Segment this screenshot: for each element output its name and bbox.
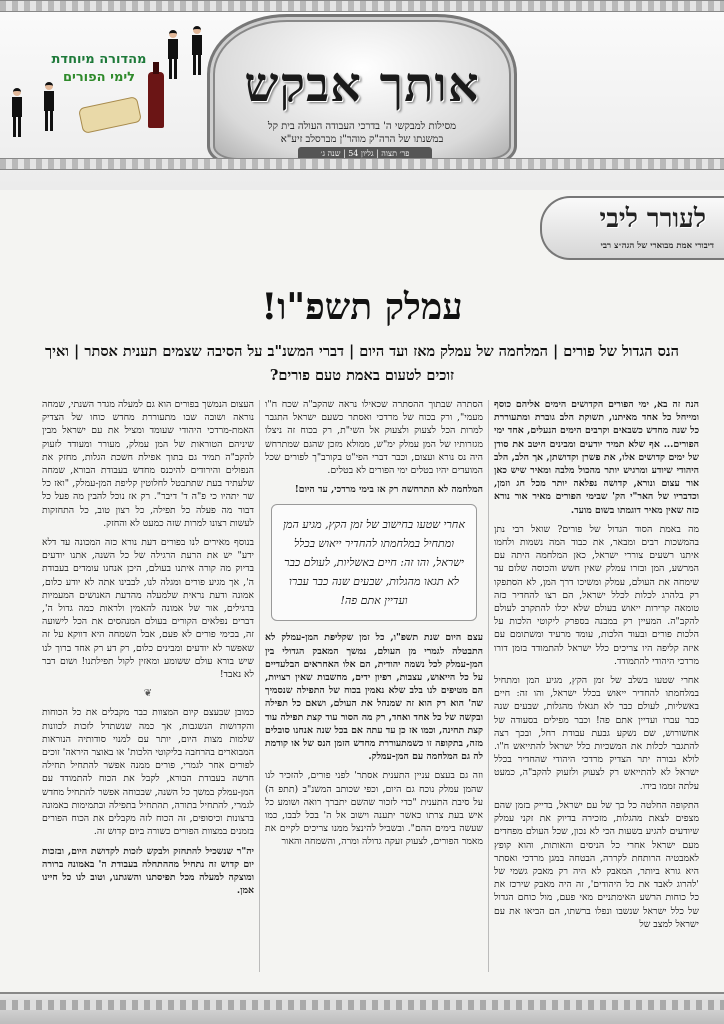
- article-subheadline: הנס הגדול של פורים | המלחמה של עמלק מאז ועד היום | דברי המשנ"ב על הסיבה שצמים תענית אסתר | ואיך זוכים לטעום באמת טעם פורים?: [45, 343, 679, 384]
- pull-quote: אחרי שטעו בחישוב של זמן הקץ, מגיע המן ומתחיל במלחמתו להחדיר ייאוש בכלל ישראל, והו זה: חיים באשליות, לעולם כבר לא תגאו מהגלות, שבעים שנה כבר עברו ועדיין אתם פה!: [271, 504, 477, 621]
- paragraph: אחרי שטעו בשלב של זמן הקץ, מגיע המן ומתחיל במלחמתו להחדיר ייאוש בכלל ישראל, והו זה: חיים באשליות, לעולם כבר לא תגאלו מהגלות, שבעים שנה כבר עברו ועדיין אתם פה! וכבר מפילים בסעודה של אחשורוש, שם נשקע גבעת עבודת רחל, ובכך רצה להתגבר לכלות את המשכיות כלל ישראל להתייאש ח"ו. לולא גבורה יתר הצדיק מרדכי היהודי שהחדיר בכלל ישראל לא להתייאש רק לצעוק ולזעוק להקב"ה, כמעט עלתה זממו בידו.: [494, 675, 699, 792]
- ornament-divider-icon: ❦: [143, 688, 153, 700]
- article-column-middle: [265, 398, 483, 976]
- masthead-band: [0, 0, 724, 190]
- section-title: לעורר ליבי: [599, 204, 706, 234]
- megillah-scroll-icon: [78, 96, 142, 134]
- column-section-ribbon: [540, 196, 724, 260]
- dancer-figure-icon: [166, 30, 180, 80]
- issue-info-badge: פר׳ תצוה | גליון 54 | שנה ג׳: [298, 147, 432, 161]
- paragraph: מה באמת הסוד הגדול של פורים? שואל רבי נתן בהמשכות רבים ומבאר, את כבוד המה נשמות ולחמו איתנו רשעים צוררי ישראל, כאן המלחמה היתה עם המרשע, המן ובזרו עמלק שאין חשש והכוסה שלום עד שימחה את העולם, עמלק ומשיכו דרך המן, לא הסתפקו רק בלהרג לכלות לכלל ישראל, הם רצו להחדיר כזה טומאה קרירות ייאוש בעולם שלא יכלו להתקרב לעולם להקב"ה. המעיין רק במבנה בספרק ליקוטי הלכות על הלכות פורים ובעוד הלכות, עומד מרעיד ומשתומם עם איזה קליפה היו צריכים כלל ישראל להתמודד בזמן דורו מרדכי היהודי להתמודד.: [494, 523, 699, 667]
- promo-line-1: מהדורה מיוחדת: [51, 52, 147, 67]
- section-subtitle: דיבורי אמת מבוארי של הגה״צ רבי: [600, 241, 714, 251]
- subtitle-line-1: מסילות למבקשי ה' בדרכי העבודה העולה בית קל: [267, 121, 457, 132]
- bottom-ornament-border: [0, 158, 724, 170]
- paragraph: וזה גם בעצם עניין התענית אסתר' לפני פורים, להזכיר לנו שהמן עמלק נוכח גם היום, וכפי שכותב המשנ"ב (תתפ ה) על סיבת התענית "כדי לזכור שהשם יתברך רואה ושומע כל איש בעת צרתו כאשר יתענה וישוב אל ה' בכל לבבו, כמו שעשה בימים ההם". ובשביל להינצל ממנו צריכים לקיים את מאמר הפורים, לצעוק זעקה גדולה ומרה, והשמחה והאור: [265, 770, 483, 848]
- publication-title: אותך אבקש: [244, 57, 480, 113]
- subtitle-line-2: במשנתו של הרה"ק מוהר"ן מברסלב זיע"א: [280, 134, 444, 145]
- publication-subtitle: [210, 120, 514, 146]
- promo-line-2: לימי הפורים: [62, 70, 136, 85]
- dancer-figure-icon: [10, 88, 24, 138]
- column-divider: [259, 400, 260, 972]
- footer-ornament-border: [0, 992, 724, 1024]
- paragraph: בנוסף מאירים לנו בפורים דעת נורא כזה המכונה עד דלא ידע" יש את הרעת הרגילה של כל השנה, אתנו יודעים בדיוק מה קורה איתנו בעולם, היכן אנחנו עומדים בעבודת ה', אך מגיע פורים ומגלה לנו, לבבינו אתה לא יודע כלום, אמונה ודעת נראית שלמעלה מהדעת האנושים המעמיות ברגילים, אור של אמונה להאמין ולראות כמה גדול ה', דברים נפלאים הקורים בעולם המנהסים את הכל לישועה זה, בכימי פורים לא פעם, אבל השמחה היא דווקא על זה שאפשר לא יודעים ומבינים כלום, רק דע רק אחד ברוך לנו שיש בורא עולם ששומע ומאזין לקול תפילתנו! ושום דבר לא נאבד!: [42, 537, 254, 681]
- paragraph: התקופה החלטה כל כך של עם ישראל, בדייק בזמן שהם מצפים לצאת מהגלות, מזכירה בדיוק את זקני עמלק שיודעים להגיע בשעות הכי לא נכון, שכל העולם מפחדים מעם ישראל אחרי כל הניסים והאותות, והוא קופץ לאמבטיה הרותחת לקררה, הבטחה במגן מרדכי ואסתר היא גורא ביותר, המאבק לא היה רק מאבק גשמי של 'להרוג לאבד את כל היהודים', זה היה מאבק שירכז את כל כוחות הרשע האימתניים מאי פעם, מול כוחם הגדול של כלל ישראל שנשבו ונפלו ברשתו, הם הביאו את עם ישראל למצב של: [494, 799, 699, 930]
- section-heading: המלחמה לא התרחשה רק אז בימי מרדכי, עד היום!: [294, 484, 483, 496]
- paragraph: העצום הנמשך בפורים הוא גם למעלה מגדר השנתי, שמחה נוראה ושובה שבו מתעוררת מחדש כוחו של הצדיק האמת-מרדכי היהודי שעומד ומציל את עם ישראל מבין שיניהם הטוראות של המן עמלק, מעורר ומעודד לזעוק להקב"ה תמיד גם בתוך אפילת חשכת הגלות, מחזק את הנפולים והירודים להיכנס מחדש בעבודת הבורא, שמחה שלעתיד בעת שתתבטל לחלוטין קליפת המן-עמלק, "ואז כל שר יתהיו כי פ"ה ד' דיבר". רק אז נוכל להבין מה פעל כל דבור מה פעלה כל תפילה, כל רצון טוב, כל התחזקות לעשות רצונו למרות שזה כמעט לא והחזק.: [42, 399, 254, 529]
- top-ornament-border: [0, 0, 724, 12]
- article-column-right: [494, 398, 699, 976]
- paragraph: הסתרה שבתוך ההסתרה שכאילו נראה שהקב"ה שכח ח"ו מעמי", ורק בכוח של מרדכי ואסתר כשעם ישראל התגבר למרות הכל לצעוק ולצעוק אל השי"ת, רק בכוח זה ניצלו מגזרותיו של המן עמלק ימ"ש, ממולא מזכן שהגם שמתרחש היה נס נורא ועצום, וכבר דברי הפי"ט בקורב"ך לפורים שכל המועדים יהיו בטלים ימי הפורים לא בטלים.: [265, 399, 483, 477]
- column-divider: [488, 400, 489, 972]
- wine-bottle-icon: [148, 72, 164, 128]
- paragraph: כמובן שבעצם קיום המצוות כבר מקבלים את כל הכוחות והקדושות הנשגבות, אך כמה שנשתדל לזכות לכוונות שלמות מצות היום, יותר עם למנוי סודותיה הנוראות המבוארים בהרחבה בליקוטי הלכות' או באוצר היראה' זוכים לפורים אחר לגמרי, פורים ממנה אפשר להתחיל תחילה חדשה בעבודת הבורא, לקבל את הכוח להתמודד עם המן-עמלק במשך כל השנה, שבכוחה אפשר להתחיל מחדש לגמרי, להתחיל בתורה, תהתחיל בתפילה ובתמימות באמונה ברצונות וכיסופים, זה הכוח לזה מקבלים את הכוח הפורים בזמנים במצוות הפורים כשורה ביום קדוש זה.: [42, 707, 254, 838]
- masthead-plate: [207, 14, 517, 166]
- dancer-figure-icon: [190, 26, 204, 76]
- closing-blessing: יה"ר שנשכיל להתחזק ולבקש לזכות לקדושת היום, ובזכות יום קדוש זה נתחיל מההתחלה בעבודת ה' באמונה ברורה ומוצקה למעלה מכל תפיסתנו והשגתנו, וטוב לנו כל חיינו אמן.: [42, 845, 254, 897]
- dancer-figure-icon: [42, 82, 56, 132]
- article-headline: עמלק תשפ"ו!: [261, 286, 463, 328]
- article-column-left: [42, 398, 254, 976]
- paragraph: הנה זה בא, ימי הפורים הקדושים הימים אליהם כוסף ומייחל כל אחד מאיתנו, תשוקת הלב גוברת ומתעוררת כל שנה מחדש כשבאים וקרבים הימים הנעלים, אחד ימי הפורים... אף שלא תמיד יודעים ומבינים היטב את סודן של ימים קדושים אלו, את פשרן וקדושתן, אך הלב, הלב היהודי שיודע ומרגיש יותר מהכול מלבה ומאיר שיש כאן אור עצום ונורא, קדושה נפלאה יותר מכל חג וזמן, וכדבריו של האר"י הק' שבימי הפורים מאיר אור נורא כזה שאין מאיר דוגמתו בשום מועד.: [494, 399, 699, 516]
- paragraph: עצם היום שנת תשפ"ו, כל זמן שקליפת המן-עמלק לא התבטלה לגמרי מן העולם, נמשך המאבק הגדולי בין המן-עמלק לכל נשמה יהודית, הם אלו האחראים הבלעדיים על כל הייאוש, עצבות, רפיון ידים, מחשבות שאין רצויות, הם מטיפים לנו בלב שלא נאמין בכוח של התפילה שנסמיך שה' הוא רק הוא זה שמנהל את העולם, ושאם כל תפילה ובקשה של כל אחד ואחד, רק מה הסור עוד קצת תפילה עוד קצת תחינה, וכמו אז כן עד עתה אם בכל שנה אנחנו סובלים מזה, בתקופה זו כשמתעוררת מחדש הזמן הנס של או קודמת לה גם המלחמה עם המן-עמלק.: [265, 632, 483, 763]
